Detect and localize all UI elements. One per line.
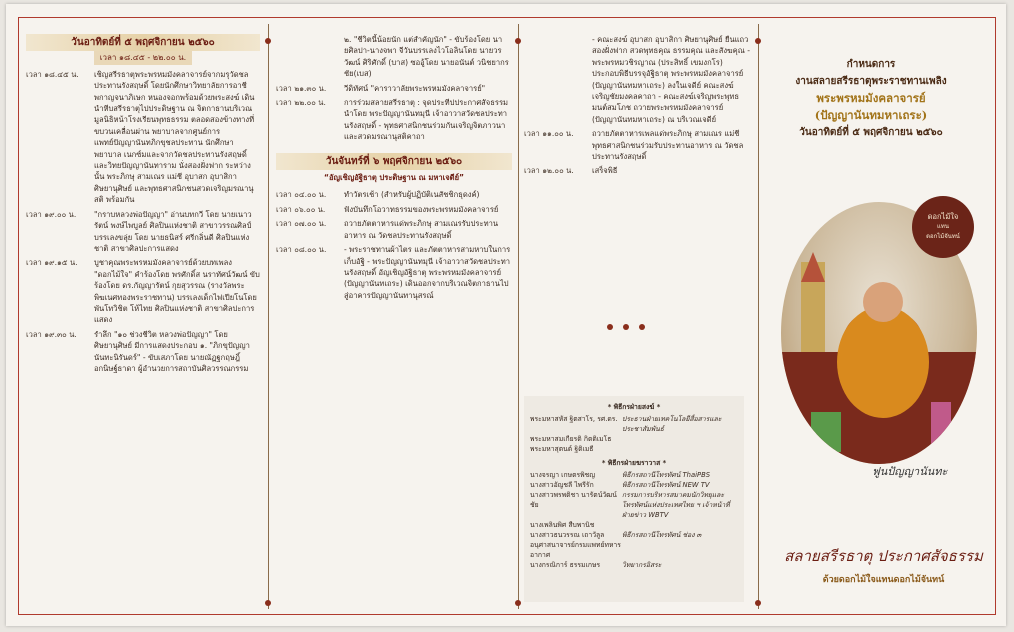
fold-line-3 [758,24,759,609]
mc-name: นางจรญา เกษตรพิชญ [530,471,596,479]
mc-role: พิธีกรสถานีโทรทัศน์ ช่อง ๓ [622,531,702,539]
monk-mc-list [530,414,738,454]
logo-text-1: ดอกไม้ใจ [927,212,959,221]
schedule-row [276,189,512,200]
lay-mc-list [530,470,738,570]
schedule-list [276,34,512,143]
schedule-text: ๒. "ชีวิตนี้น้อยนัก แต่สำคัญนัก" - ขับร้องโดย นายศิลปา-นางจพา จีวันบรรเลงไวโอลินโดย นายวรวัฒน์ ศิริศักดิ์ (บาส) ซออู้โดย นายอนันต์ วนิชยากรชัย(เบส) [344,35,509,79]
schedule-time: เวลา ๒๑.๓๐ น. [276,83,327,93]
cover-line-4: (ปัญญานันทมหาเถระ) [814,108,928,122]
mc-name: พระมหาสุตนต์ ฐิติเมธี [530,445,594,453]
mc-name: นางสาวธนวรรณ เถาวัลูล [530,531,605,539]
schedule-time: เวลา ๐๘.๐๐ น. [276,245,327,255]
mc-row [530,520,738,530]
ornament-dot [639,324,645,330]
schedule-time: เวลา ๑๙.๑๕ น. [26,258,78,268]
cover-line-1: กำหนดการ [846,59,896,70]
mc-name: นางสาวอัญชลี ไพรีรัก [530,481,594,489]
day-banner-sunday: วันอาทิตย์ที่ ๕ พฤศจิกายน ๒๕๖๐ [26,34,260,51]
mc-row [530,560,738,570]
schedule-left-column [26,34,260,377]
mc-role: พิธีกรสถานีโทรทัศน์ ThaiPBS [622,471,711,479]
schedule-time [276,34,344,80]
schedule-text: ฟังบันทึกโอวาทธรรมของพระพรหมมังคลาจารย์ [344,204,499,214]
schedule-time: เวลา ๑๑.๐๐ น. [524,129,574,139]
ornament-dot [607,324,613,330]
schedule-row [26,257,260,325]
cover-line-5: วันอาทิตย์ที่ ๕ พฤศจิกายน ๒๕๖๐ [799,127,943,138]
mc-role: กรรมการบริหารสมาคมนักวิทยุและโทรทัศน์แห่งประเทศไทย ฯ เจ้าหน้าที่ฝ่ายข่าว WBTV [622,491,730,519]
mc-role [622,520,738,530]
logo-emblem [912,196,974,258]
schedule-row [26,329,260,375]
schedule-time: เวลา ๐๔.๐๐ น. [276,190,327,200]
lay-mc-heading: * พิธีกรฝ่ายฆราวาส * [601,459,667,467]
schedule-time: เวลา ๑๙.๐๐ น. [26,209,77,219]
schedule-text: วีดิทัศน์ "คาราวาลัยพระพรหมมังคลาจารย์" [344,83,486,93]
schedule-row [276,218,512,241]
schedule-text: - พระราชทานผ้าไตร และภัตตาหารสามหาบในการเก็บอัฐิ - พระปัญญานันทมุนี เจ้าอาวาสวัดชลประทานรังสฤษดิ์ อัญเชิญอัฐิธาตุ พระพรหมมังคลาจารย์ (ปัญญานันทเถระ) เดินออกจากบริเวณจิตกาธานไปสู่อาคารปัญญานันทานุสรณ์ [344,245,511,300]
schedule-text: ถวายภัตตาหารเพลแด่พระภิกษุ สามเณร แม่ชี พุทธศาสนิกชนร่วมรับประทานอาหาร ณ วัดชลประทานรังสฤษดิ์ [592,129,744,162]
mc-name: พระมหาสหัส ฐิตสาโร, รศ.ดร. [530,415,618,423]
mc-row [530,444,738,454]
fold-dot [515,600,521,606]
schedule-row [524,165,750,176]
slogan-line-1: สลายสรีรธาตุ ประกาศสัจธรรม [784,547,983,565]
schedule-row [524,34,750,125]
time-range: เวลา ๑๘.๔๕ - ๒๒.๐๐ น. [94,51,192,64]
fold-dot [755,38,761,44]
schedule-time: เวลา ๑๙.๓๐ น. [26,329,77,339]
mc-role: พิธีกรสถานีโทรทัศน์ NEW TV [622,481,710,489]
mc-list-box [524,396,744,602]
mc-name: นางกรณิการ์ ธรรมเกษร [530,561,601,569]
fold-dot [755,600,761,606]
brochure-sheet [6,4,1006,626]
schedule-row [276,83,512,94]
fold-line-1 [268,24,269,609]
cover-title [766,56,976,141]
schedule-time: เวลา ๐๗.๐๐ น. [276,219,327,229]
day-subtitle: “อัญเชิญอัฐิธาตุ ประดิษฐาน ณ มหาเจดีย์” [323,173,465,183]
mc-name: นางเพลินพิศ สืบพานิช [530,521,595,529]
schedule-list [276,189,512,301]
schedule-time: เวลา ๒๒.๐๐ น. [276,98,326,108]
mc-role [622,444,738,454]
schedule-time: เวลา ๐๖.๐๐ น. [276,204,326,214]
mc-name: นางสาวพรพติชา นารัตน์วัฒน์ชัย [530,491,617,509]
schedule-time [524,34,592,125]
logo-text-3: ดอกไม้จันทน์ [926,233,960,240]
signature: ฟูนปัญญานันทะ [872,465,948,478]
schedule-text: ทำวัตรเช้า (สำหรับผู้ปฏิบัติเนสัชชิกธุดงค์) [344,190,480,200]
schedule-row [524,128,750,162]
mc-row [530,540,738,560]
schedule-text: เชิญสรีรธาตุพระพรหมมังคลาจารย์จากมรุวัดชลประทานรังสฤษดิ์ โดยนักศึกษาวิทยาลัยการอาชีพกาญจนาภิเษก หนองจอกพร้อมด้วยพระสงฆ์ เดินนำหีบสรีรธาตุไปประดิษฐาน ณ จิตกาธานบริเวณมูลนิธิหน้าโรงเรียนพุทธธรรม ตลอดสองข้างทางที่ขบวนเคลื่อนผ่าน พยาบาลจากศูนย์การแพทย์ปัญญานันทภิกขุชลประทาน นักศึกษาพยาบาล เนกซ์มและจากวัดชลประทานรังสฤษดิ์และวิทยปัญญานันทาราม นั่งสองฝั่งฟาก ระหว่างนั้น พระภิกษุ สามเณร แม่ชี อุบาสก อุบาสิกา ศิษยานุศิษย์ และพุทธศาสนิกชนสวดเจริญมรณานุสติ พร้อมกัน [94,69,255,205]
fold-dot [265,38,271,44]
logo-text-2: แทน [937,223,949,230]
mc-row [530,414,738,434]
slogan [776,544,991,586]
mc-row [530,434,738,444]
schedule-middle-column [276,34,512,304]
mc-row [530,530,738,540]
schedule-right-column [524,34,750,180]
mc-name: พระมหาสมเกียรติ กิตติเมโธ [530,435,612,443]
schedule-row [26,69,260,206]
mc-row [530,490,738,520]
schedule-text: - คณะสงฆ์ อุบาสก อุบาสิกา ศิษยานุศิษย์ ยืนแถวสองฝั่งฟาก สวดพุทธคุณ ธรรมคุณ และสังฆคุณ - พระพรหมวชิรญาณ (ประสิทธิ์ เขมงกโร) ประกอบพิธีบรรจุอัฐิธาตุ พระพรหมมังคลาจารย์ (ปัญญานันทมหาเถระ) ลงในเจดีย์ คณะสงฆ์เจริญชัยมงคลคาถา - คณะสงฆ์เจริญพระพุทธมนต์สมโภช ถวายพระพรหมมังคลาจารย์ (ปัญญานันทมหาเถระ) ณ บริเวณเจดีย์ [592,35,750,124]
schedule-row [276,204,512,215]
mc-role: ประธานฝ่ายเทคโนโลยีสื่อสารและประชาสัมพันธ์ [622,415,722,433]
schedule-list [524,34,750,177]
schedule-text: "กราบหลวงพ่อปัญญา" อ่านบทกวี โดย นายเนาวรัตน์ พงษ์ไพบูลย์ ศิลปินแห่งชาติ สาขาวรรณศิลป์ บรรเลงขลุ่ย โดย นายธนิสร์ ศรีกลิ่นดี ศิลปินแห่งชาติ สาขาศิลปะการแสดง [94,209,252,253]
schedule-time: เวลา ๑๒.๐๐ น. [524,166,574,176]
fold-dot [265,600,271,606]
schedule-time: เวลา ๑๘.๔๕ น. [26,69,79,79]
schedule-text: ถวายภัตตาหารแด่พระภิกษุ สามเณรรับประทานอาหาร ณ วัดชลประทานรังสฤษดิ์ [344,219,499,240]
mc-role: วิทยากรอิสระ [622,561,662,569]
mc-row [530,470,738,480]
mc-row [530,480,738,490]
mc-role [622,434,738,444]
fold-dot [515,38,521,44]
schedule-row [276,244,512,301]
schedule-list [26,69,260,375]
schedule-text: บูชาคุณพระพรหมมังคลาจารย์ด้วยบทเพลง "ดอกไม้ใจ" คำร้องโดย พรศักดิ์ส นราทัศน์วัฒน์ ขับร้องโดย ดร.กัญญารัตน์ กุยสุวรรณ (รางวัลพระพิฆเนศทองพระราชทาน) บรรเลงเด็กไฟเปียโนโดย พันโทวิชิต โห้ไทย ศิลปินแห่งชาติ สาขาศิลปะการแสดง [94,258,260,325]
mc-role [622,540,738,560]
schedule-text: รำลึก "๑๐ ช่วงชีวิต หลวงพ่อปัญญา" โดย ศิษยานุศิษย์ มีการแสดงประกอบ ๑. "ภิกขุปัญญานันทะนิรันดร์" - ขับเสภาโดย นายณัฏฐกฤษฎิ์ อกนิษฐ์ธาดา ผู้อำนวยการสถาบันศิลวรรณกรรม [94,329,250,373]
day-banner-monday: วันจันทร์ที่ ๖ พฤศจิกายน ๒๕๖๐ [276,153,512,170]
mc-name: อนุศาสนาจารย์กรมแพทย์ทหารอากาศ [530,541,621,559]
schedule-text: การร่วมสลายสรีรธาตุ : จุดประทีปประกาศสัจธรรม นำโดย พระปัญญานันทมุนี เจ้าอาวาสวัดชลประทานรังสฤษดิ์ - พุทธศาสนิกชนร่วมกันเจริญจิตภาวนาและสวดมรณานุสติคาถา [344,98,509,142]
ornament-dot [623,324,629,330]
slogan-line-2: ด้วยดอกไม้ใจแทนดอกไม้จันทน์ [822,575,945,585]
schedule-row [276,34,512,80]
schedule-row [276,97,512,143]
schedule-row [26,209,260,255]
fold-line-2 [518,24,519,609]
schedule-text: เสร็จพิธี [592,166,618,176]
monk-mc-heading: * พิธีกรฝ่ายสงฆ์ * [607,403,661,411]
cover-line-3: พระพรหมมังคลาจารย์ [816,91,926,105]
cover-line-2: งานสลายสรีรธาตุพระราชทานเพลิง [795,76,947,87]
